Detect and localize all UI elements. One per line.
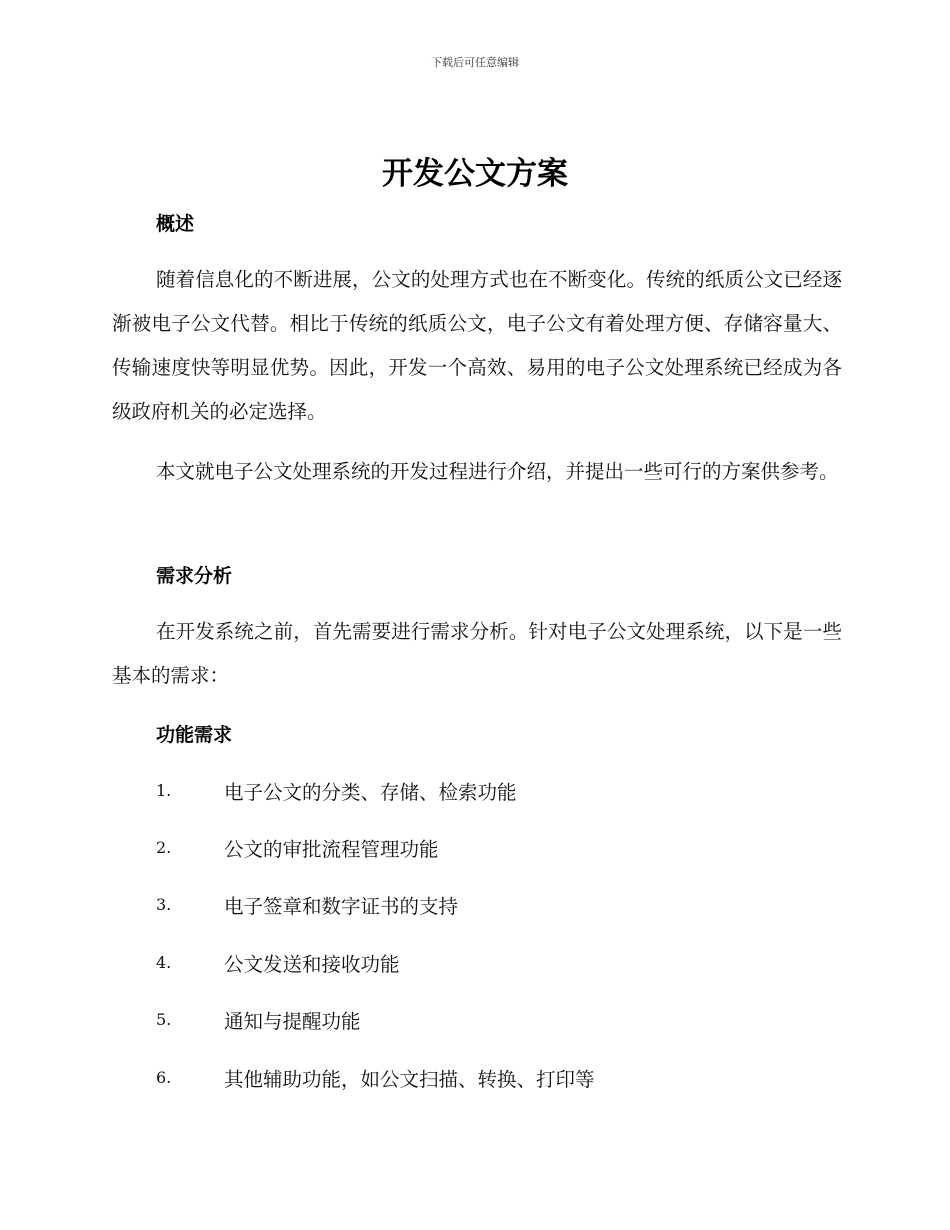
list-item <box>156 1006 856 1034</box>
header-note: 下载后可任意编辑 <box>431 56 519 69</box>
requirements-intro: 在开发系统之前，首先需要进行需求分析。针对电子公文处理系统，以下是一些基本的需求： <box>112 620 842 687</box>
list-item-number: 1. <box>156 781 172 800</box>
list-item <box>156 891 856 919</box>
list-item-text: 公文发送和接收功能 <box>224 953 400 976</box>
list-item <box>156 949 856 977</box>
section-heading-overview: 概述 <box>156 213 195 235</box>
list-item-number: 2. <box>156 838 172 857</box>
list-item-number: 6. <box>156 1068 172 1087</box>
overview-paragraph-1: 随着信息化的不断进展，公文的处理方式也在不断变化。传统的纸质公文已经逐渐被电子公文代替。相比于传统的纸质公文，电子公文有着处理方便、存储容量大、传输速度快等明显优势。因此，开发一个高效、易用的电子公文处理系统已经成为各级政府机关的必定选择。 <box>112 268 842 423</box>
list-item-text: 电子公文的分类、存储、检索功能 <box>224 781 517 804</box>
list-item-text: 电子签章和数字证书的支持 <box>224 895 459 918</box>
list-item-text: 通知与提醒功能 <box>224 1010 361 1033</box>
list-item-text: 其他辅助功能，如公文扫描、转换、打印等 <box>224 1068 595 1091</box>
document-title: 开发公文方案 <box>382 156 568 192</box>
list-item <box>156 777 856 805</box>
list-item-number: 5. <box>156 1010 172 1029</box>
list-item-number: 3. <box>156 895 172 914</box>
overview-paragraph-2: 本文就电子公文处理系统的开发过程进行介绍，并提出一些可行的方案供参考。 <box>156 460 839 483</box>
section-heading-functional: 功能需求 <box>156 724 233 746</box>
list-item <box>156 1064 856 1092</box>
list-item-number: 4. <box>156 953 172 972</box>
list-item-text: 公文的审批流程管理功能 <box>224 838 439 861</box>
list-item <box>156 834 856 862</box>
section-heading-requirements: 需求分析 <box>156 565 233 587</box>
